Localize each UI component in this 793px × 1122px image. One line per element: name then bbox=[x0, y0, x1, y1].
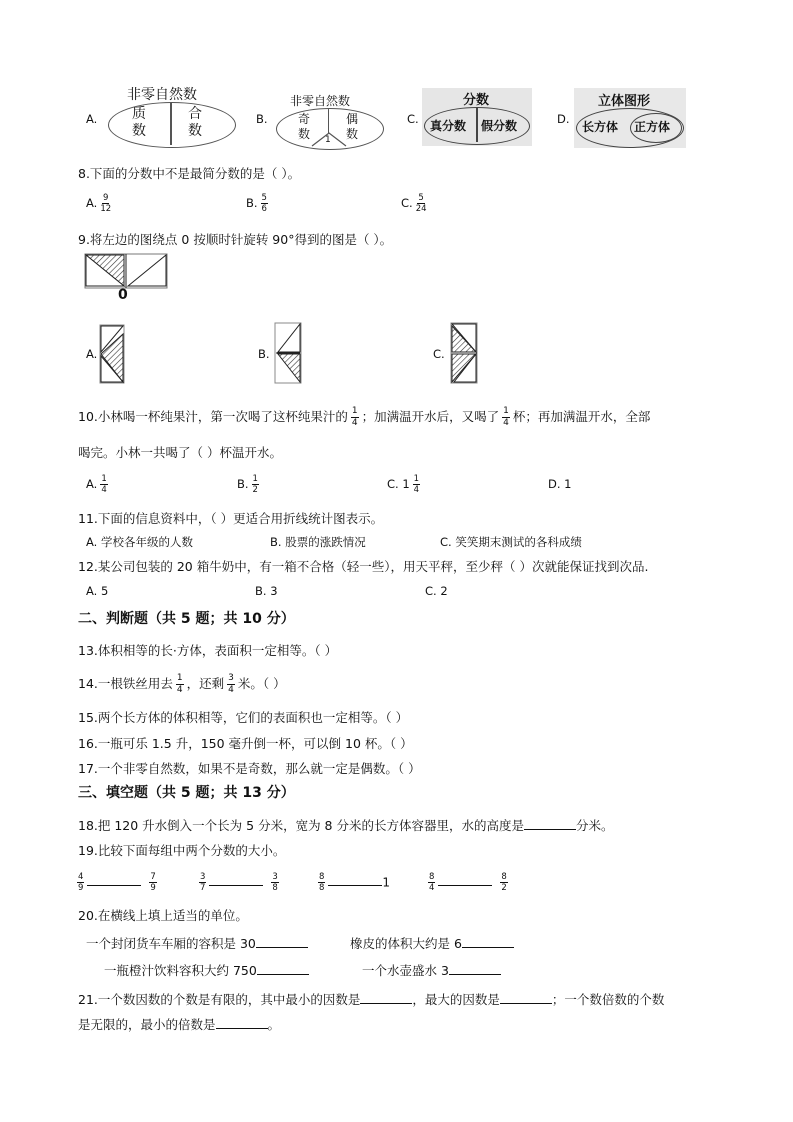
q11-option-c[interactable]: C. 笑笑期末测试的各科成绩 bbox=[440, 535, 582, 549]
venn-bottom-label: 1 bbox=[325, 135, 331, 145]
comparison-pair bbox=[196, 872, 282, 893]
fraction: $\frac{3}{7}$ bbox=[200, 872, 206, 893]
q10-option-c[interactable]: C. 1 $\frac{1}{4}$ bbox=[387, 474, 420, 495]
answer-blank[interactable] bbox=[462, 935, 514, 948]
q9-option-c-figure[interactable] bbox=[450, 322, 478, 384]
q20-item: 一瓶橙汁饮料容积大约 750 bbox=[104, 961, 309, 979]
q9-option-b-figure[interactable] bbox=[274, 322, 302, 384]
fraction: $\frac{1}{4}$ bbox=[176, 673, 183, 695]
fraction: $\frac{1}{4}$ bbox=[503, 406, 509, 428]
question-15-text: 15.两个长方体的体积相等，它们的表面积也一定相等。（ ） bbox=[78, 710, 409, 725]
fraction: $\frac{3}{4}$ bbox=[228, 673, 234, 695]
comparison-pair bbox=[425, 872, 511, 893]
q10-option-b[interactable]: B. $\frac{1}{2}$ bbox=[237, 474, 258, 495]
comparison-pair: $\frac{8}{8}$ 1 bbox=[319, 872, 391, 893]
q9-option-a-letter: A. bbox=[86, 347, 98, 361]
q8-option-c[interactable]: C. $\frac{5}{24}$ bbox=[401, 193, 427, 214]
question-18-text: 18.把 120 升水倒入一个长为 5 分米，宽为 8 分米的长方体容器里，水的高度是 分米。 bbox=[78, 818, 614, 833]
q20-item: 橡皮的体积大约是 6 bbox=[350, 934, 514, 952]
venn-left-label: 奇 数 bbox=[298, 112, 311, 141]
venn-left-label: 长方体 bbox=[582, 120, 619, 134]
question-8-text: 8.下面的分数中不是最简分数的是（ ）。 bbox=[78, 166, 301, 181]
q11-option-a[interactable]: A. 学校各年级的人数 bbox=[86, 535, 193, 549]
q12-option-c[interactable]: C. 2 bbox=[425, 584, 448, 598]
venn-left-label: 真分数 bbox=[430, 119, 467, 133]
q9-option-c-letter: C. bbox=[433, 347, 445, 361]
question-19-text: 19.比较下面每组中两个分数的大小。 bbox=[78, 843, 286, 858]
comparison-pair bbox=[74, 872, 160, 893]
q9-option-a-figure[interactable] bbox=[99, 324, 125, 384]
venn-right-label: 合 数 bbox=[188, 106, 202, 139]
q8-option-b[interactable]: B. $\frac{5}{6}$ bbox=[246, 193, 267, 214]
option-b-letter: B. bbox=[256, 112, 268, 126]
fraction: $\frac{1}{2}$ bbox=[252, 474, 258, 495]
question-21-line-2: 是无限的，最小的倍数是 。 bbox=[78, 1017, 281, 1032]
question-10-line-1: 10.小林喝一杯纯果汁，第一次喝了这杯纯果汁的 $\frac{1}{4}$ ；加满温开水后，又喝了 $\frac{1}{4}$ 杯；再加满温开水，全部 bbox=[78, 406, 651, 428]
fraction: $\frac{1}{4}$ bbox=[351, 406, 358, 428]
q20-item: 一个水壶盛水 3 bbox=[362, 961, 501, 979]
fraction: $\frac{1}{4}$ bbox=[413, 474, 420, 495]
answer-blank[interactable] bbox=[360, 991, 412, 1004]
question-12-text: 12.某公司包装的 20 箱牛奶中，有一箱不合格（轻一些），用天平秤，至少秤（ ）次就能保证找到次品. bbox=[78, 559, 649, 574]
venn-left-label: 质 数 bbox=[132, 106, 146, 139]
option-c-letter: C. bbox=[407, 112, 419, 126]
fraction: $\frac{8}{8}$ bbox=[319, 872, 325, 893]
answer-blank[interactable] bbox=[438, 873, 492, 886]
venn-right-label: 正方体 bbox=[634, 120, 671, 134]
question-11-text: 11.下面的信息资料中，（ ）更适合用折线统计图表示。 bbox=[78, 511, 384, 526]
answer-blank[interactable] bbox=[216, 1016, 268, 1029]
option-a-letter: A. bbox=[86, 112, 98, 126]
fraction: $\frac{5}{6}$ bbox=[261, 193, 267, 214]
question-14-text: 14.一根铁丝用去 $\frac{1}{4}$ ，还剩 $\frac{3}{4}$ 米。（ ） bbox=[78, 673, 286, 695]
question-21-line-1: 21.一个数因数的个数是有限的，其中最小的因数是 ，最大的因数是 ；一个数倍数的个数 bbox=[78, 992, 665, 1007]
fraction: $\frac{7}{9}$ bbox=[150, 872, 156, 893]
question-13-text: 13.体积相等的长·方体，表面积一定相等。（ ） bbox=[78, 643, 338, 658]
question-17-text: 17.一个非零自然数，如果不是奇数，那么就一定是偶数。（ ） bbox=[78, 761, 421, 776]
answer-blank[interactable] bbox=[256, 935, 308, 948]
answer-blank[interactable] bbox=[328, 873, 382, 886]
question-9-text: 9.将左边的图绕点 0 按顺时针旋转 90°得到的图是（ ）。 bbox=[78, 232, 393, 247]
fraction: $\frac{3}{8}$ bbox=[272, 872, 278, 893]
q11-option-b[interactable]: B. 股票的涨跌情况 bbox=[270, 535, 366, 549]
fraction: $\frac{9}{12}$ bbox=[100, 193, 112, 214]
question-20-text: 20.在横线上填上适当的单位。 bbox=[78, 908, 248, 923]
answer-blank[interactable] bbox=[87, 873, 141, 886]
rotation-point-label: 0 bbox=[118, 287, 128, 303]
q8-option-a[interactable]: A. $\frac{9}{12}$ bbox=[86, 193, 112, 214]
venn-right-label: 偶 数 bbox=[346, 112, 359, 141]
q12-option-b[interactable]: B. 3 bbox=[255, 584, 278, 598]
q12-option-a[interactable]: A. 5 bbox=[86, 584, 109, 598]
fraction: $\frac{1}{4}$ bbox=[101, 474, 107, 495]
venn-title: 非零自然数 bbox=[127, 87, 197, 103]
venn-title: 分数 bbox=[463, 93, 490, 108]
answer-blank[interactable] bbox=[257, 962, 309, 975]
question-16-text: 16.一瓶可乐 1.5 升，150 毫升倒一杯，可以倒 10 杯。（ ） bbox=[78, 736, 413, 751]
answer-blank[interactable] bbox=[524, 817, 576, 830]
answer-blank[interactable] bbox=[449, 962, 501, 975]
venn-title: 非零自然数 bbox=[290, 94, 351, 108]
fraction: $\frac{5}{24}$ bbox=[415, 193, 427, 214]
answer-blank[interactable] bbox=[500, 991, 552, 1004]
q9-option-b-letter: B. bbox=[258, 347, 270, 361]
q10-option-a[interactable]: A. $\frac{1}{4}$ bbox=[86, 474, 107, 495]
venn-right-label: 假分数 bbox=[481, 119, 518, 133]
section-3-heading: 三、填空题（共 5 题；共 13 分） bbox=[78, 785, 295, 801]
q20-item: 一个封闭货车车厢的容积是 30 bbox=[86, 934, 308, 952]
fraction: $\frac{4}{9}$ bbox=[78, 872, 84, 893]
section-2-heading: 二、判断题（共 5 题；共 10 分） bbox=[78, 611, 295, 627]
answer-blank[interactable] bbox=[209, 873, 263, 886]
fraction: $\frac{8}{2}$ bbox=[501, 872, 507, 893]
q10-option-d[interactable]: D. 1 bbox=[548, 477, 572, 491]
venn-title: 立体图形 bbox=[598, 94, 651, 109]
fraction: $\frac{8}{4}$ bbox=[429, 872, 435, 893]
option-d-letter: D. bbox=[557, 112, 570, 126]
question-10-line-2: 喝完。小林一共喝了（ ）杯温开水。 bbox=[78, 445, 282, 460]
